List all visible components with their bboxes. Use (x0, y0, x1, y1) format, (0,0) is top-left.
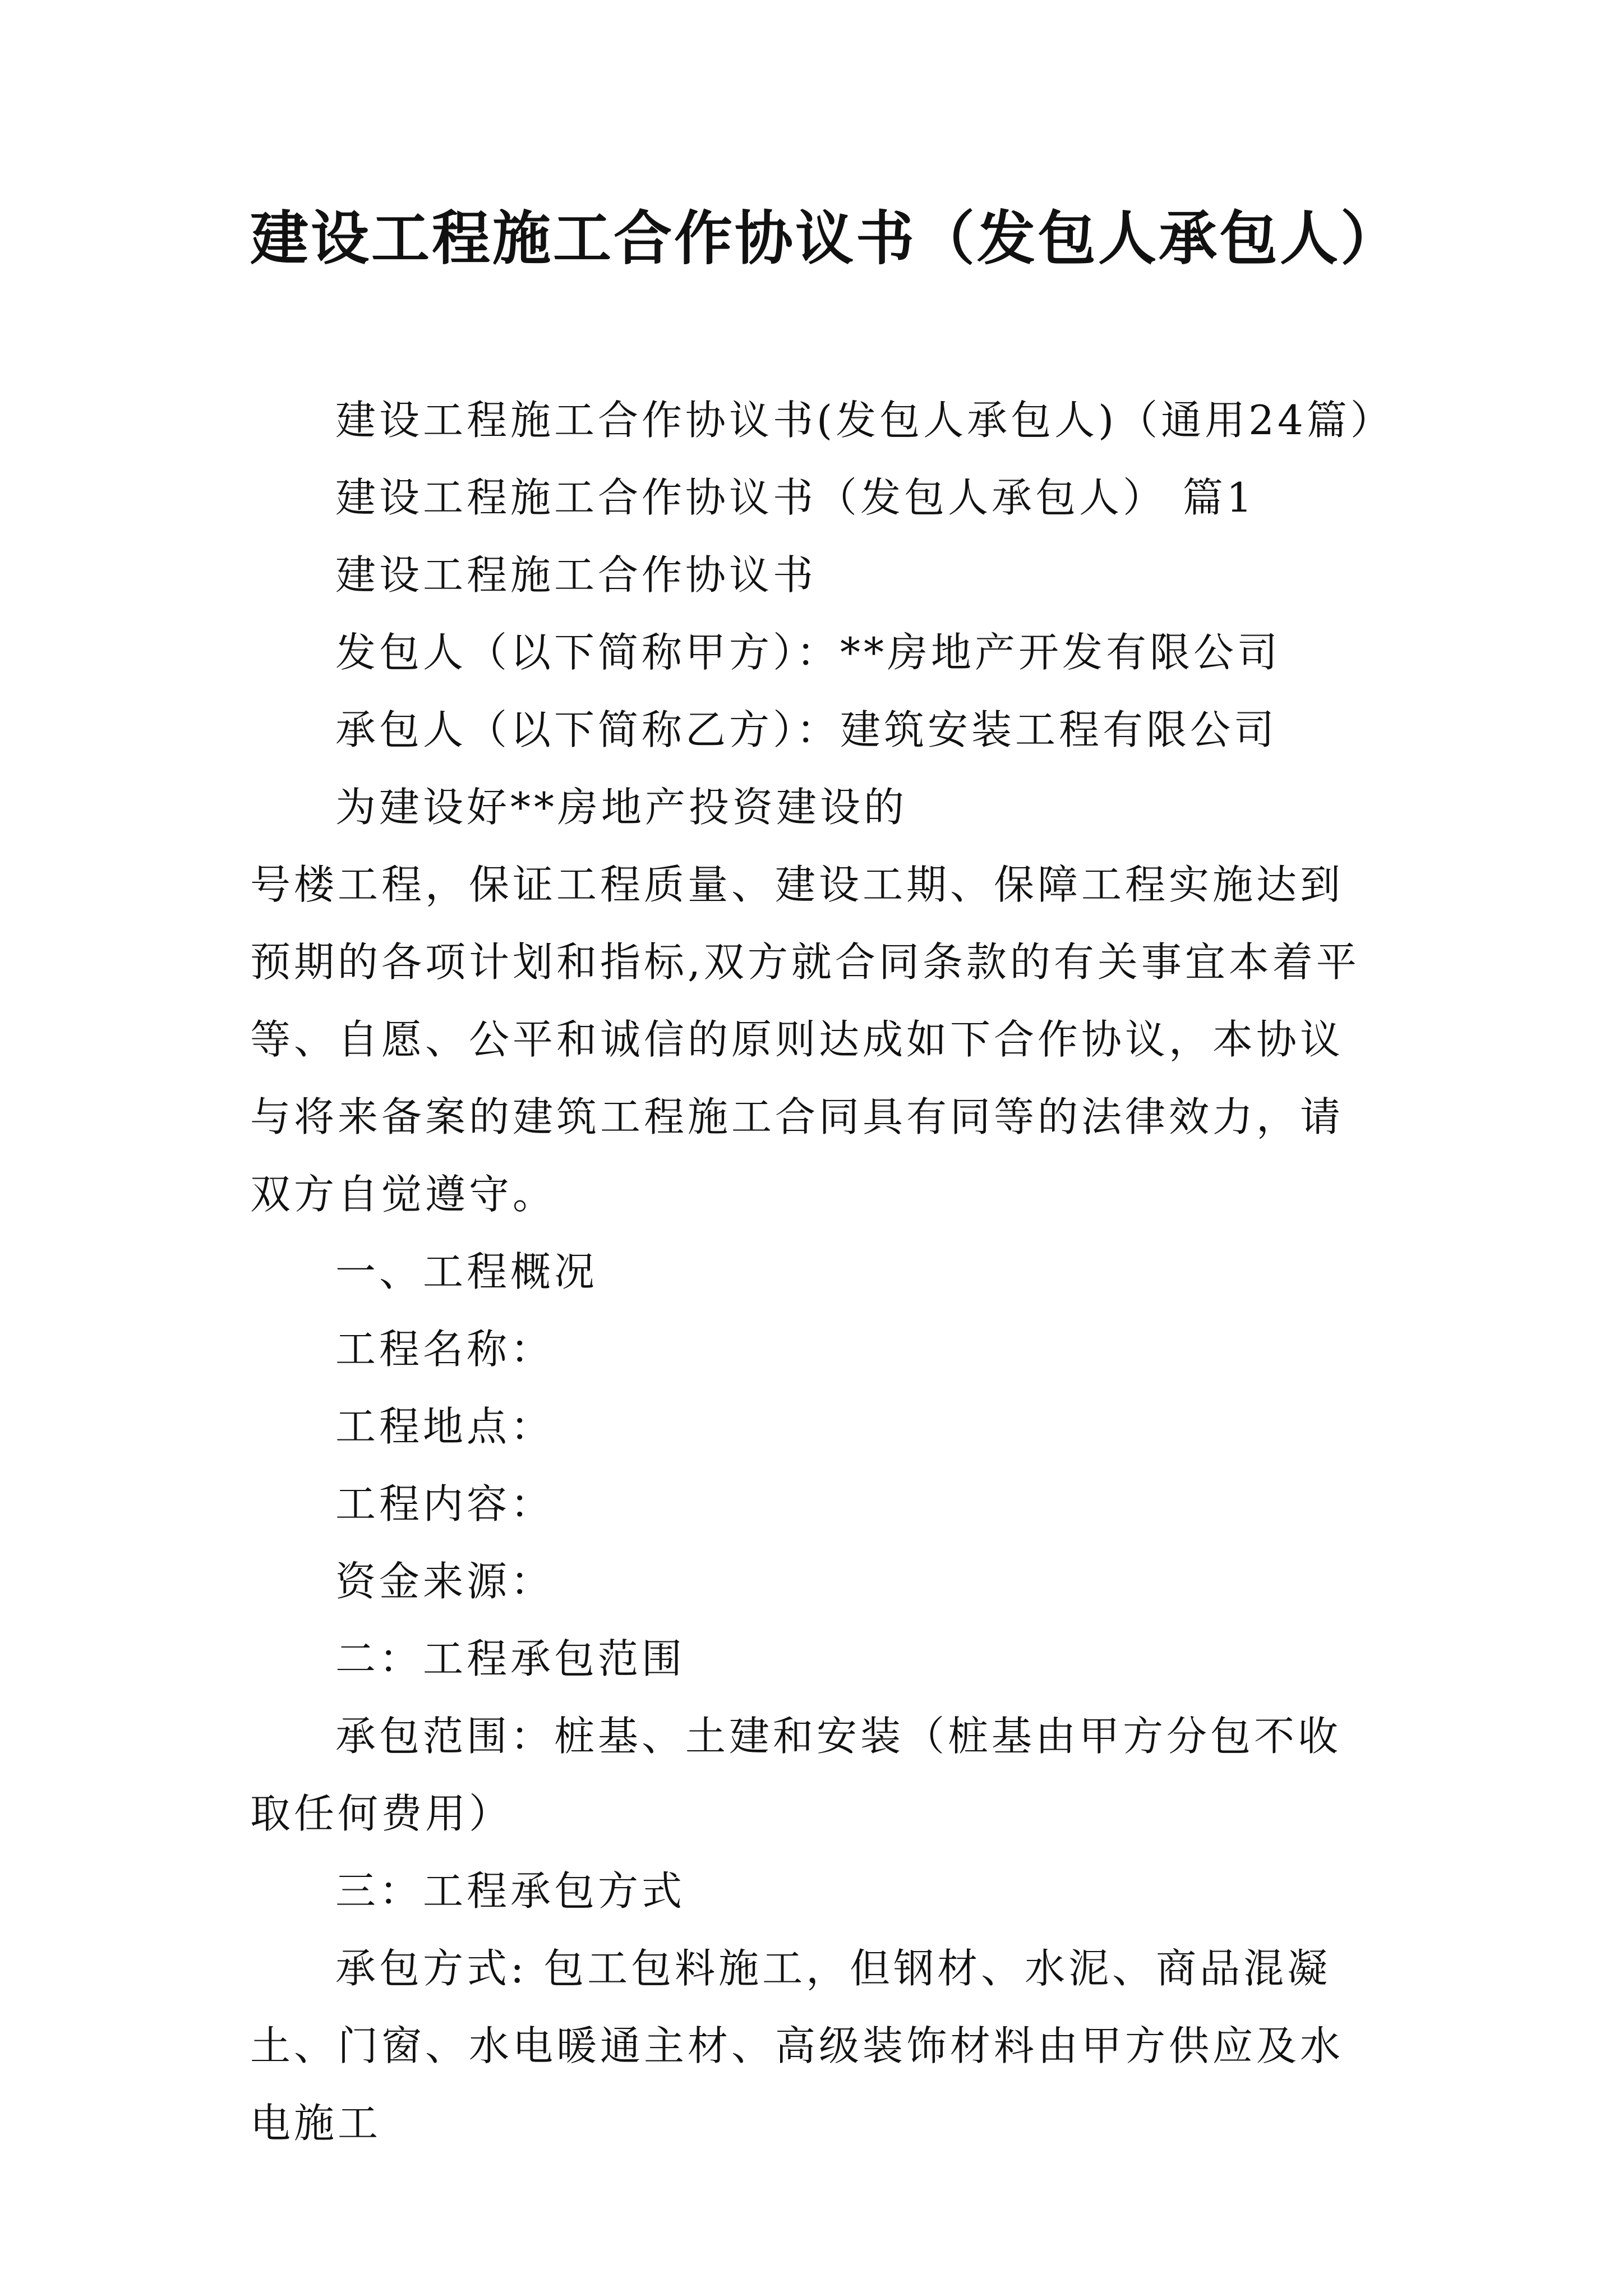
paragraph-contract-method: 承包方式: 包工包料施工，但钢材、水泥、商品混凝土、门窗、水电暖通主材、高级装饰材料由甲方供应及水电施工 (250, 1945, 1344, 2147)
field-project-content: 工程内容： (335, 1480, 555, 1527)
paragraph-article-heading: 建设工程施工合作协议书（发包人承包人） 篇1 (335, 474, 1256, 521)
paragraph-agreement-name: 建设工程施工合作协议书 (335, 551, 817, 599)
section-heading-project-overview: 一、工程概况 (335, 1248, 598, 1295)
paragraph-contract-scope: 承包范围：桩基、土建和安装（桩基由甲方分包不收取任何费用） (250, 1713, 1342, 1837)
document-body (250, 381, 1394, 2162)
field-project-name: 工程名称： (335, 1326, 555, 1373)
paragraph-party-a: 发包人（以下简称甲方）：**房地产开发有限公司 (335, 629, 1281, 676)
field-project-location: 工程地点： (335, 1403, 555, 1450)
field-funding-source: 资金来源： (335, 1558, 555, 1605)
section-heading-contract-scope: 二：工程承包范围 (335, 1635, 686, 1682)
paragraph-purpose-intro: 为建设好**房地产投资建设的 (335, 784, 908, 831)
section-heading-contract-method: 三：工程承包方式 (335, 1867, 686, 1915)
paragraph-party-b: 承包人（以下简称乙方）：建筑安装工程有限公司 (335, 706, 1278, 753)
paragraph-collection-title: 建设工程施工合作协议书(发包人承包人)（通用24篇） (335, 397, 1394, 444)
paragraph-purpose-body: 号楼工程，保证工程质量、建设工期、保障工程实施达到预期的各项计划和指标,双方就合同条款的有关事宜本着平等、自愿、公平和诚信的原则达成如下合作协议，本协议与将来备案的建筑工程施工合同具有同等的法律效力，请双方自觉遵守。 (250, 861, 1360, 1218)
document-title: 建设工程施工合作协议书（发包人承包人） (250, 204, 1401, 273)
